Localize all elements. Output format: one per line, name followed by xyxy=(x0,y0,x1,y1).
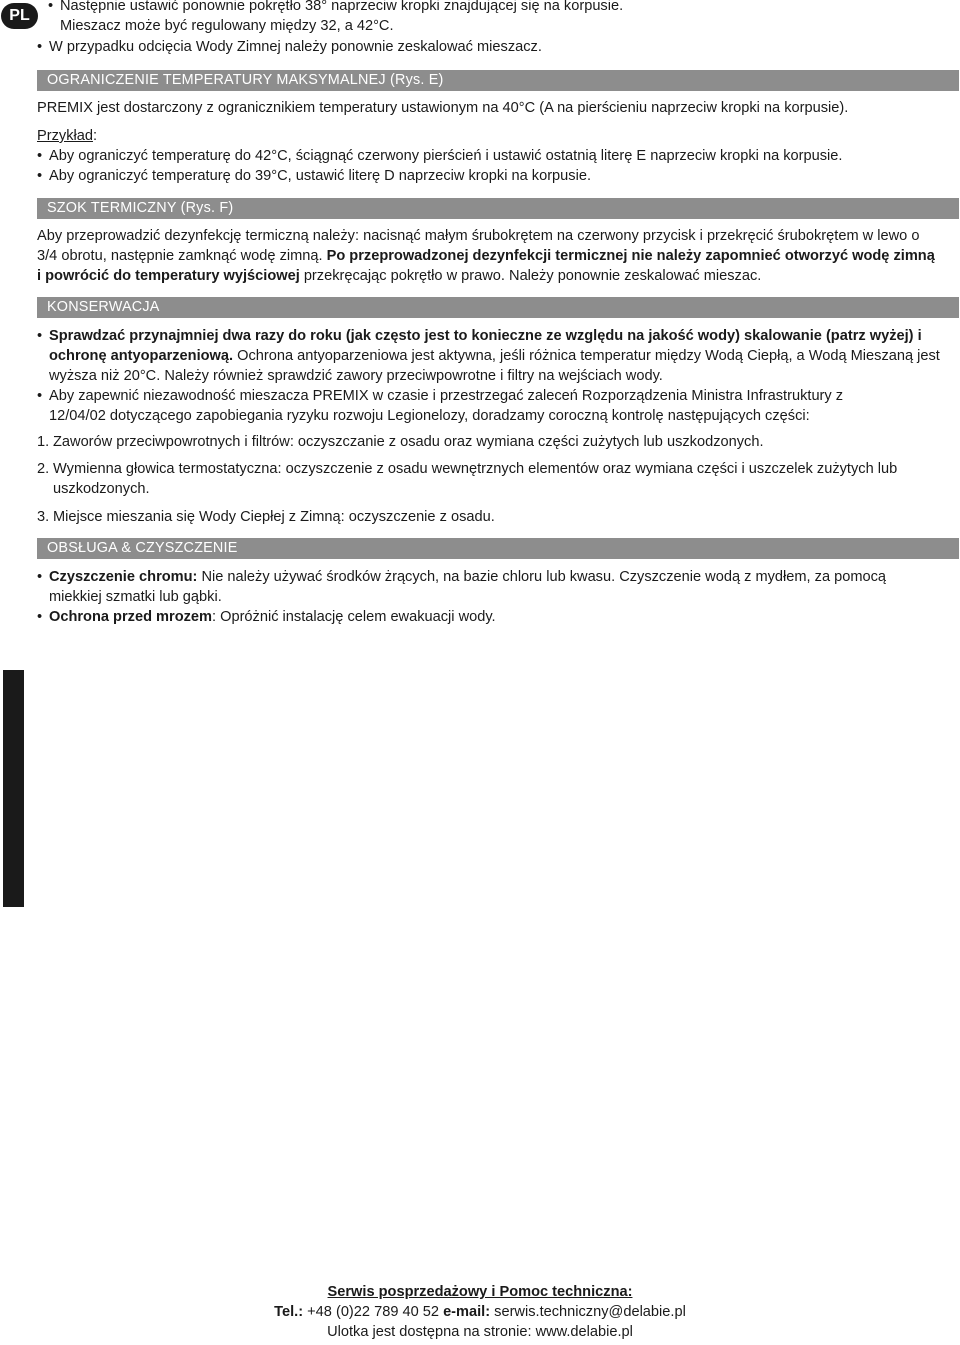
email-label: e-mail: xyxy=(443,1304,491,1320)
example-label: Przykład xyxy=(37,128,93,144)
section-header-maintenance: KONSERWACJA xyxy=(37,297,959,318)
maintenance-bullet-1-bold: Sprawdzać przynajmniej dwa razy do roku (jak często jest to konieczne ze względu na jakość wody) skalowanie (patrz wyżej) i ochronę antyoparzeniową. xyxy=(49,328,922,364)
example-bullet-1: • Aby ograniczyć temperaturę do 42°C, ściągnąć czerwony pierścień i ustawić ostatnią literę E naprzeciw kropki na korpusie. xyxy=(37,146,960,166)
leaflet-availability: Ulotka jest dostępna na stronie: www.delabie.pl xyxy=(327,1324,633,1340)
maintenance-bullet-1 xyxy=(37,326,949,386)
section-header-temperature-limit: OGRANICZENIE TEMPERATURY MAKSYMALNEJ (Rys. E) xyxy=(37,70,959,91)
care-bullet-chrome-label: Czyszczenie chromu: xyxy=(49,569,198,585)
email-value[interactable]: serwis.techniczny@delabie.pl xyxy=(490,1304,686,1320)
intro-bullet-1-line-2: Mieszacz może być regulowany między 32, a 42°C. xyxy=(60,18,394,34)
item-number: 2. xyxy=(37,461,50,477)
intro-bullet-1-line-1: Następnie ustawić ponownie pokrętło 38° naprzeciw kropki znajdującej się na korpusie. xyxy=(60,0,624,14)
item-text: Zaworów przeciwpowrotnych i filtrów: oczyszczanie z osadu oraz wymiana części zużytych lub uszkodzonych. xyxy=(53,434,764,450)
item-number: 1. xyxy=(37,434,50,450)
thermal-shock-warning: Po przeprowadzonej dezynfekcji termicznej nie należy zapomnieć otworzyć wodę zimną i powrócić do temperatury wyjściowej xyxy=(37,248,935,284)
temperature-limit-paragraph: PREMIX jest dostarczony z ogranicznikiem temperatury ustawionym na 40°C (A na pierścieniu naprzeciw kropki na korpusie). xyxy=(37,100,849,116)
tel-label: Tel.: xyxy=(274,1304,304,1320)
thermal-shock-text: Aby przeprowadzić dezynfekcję termiczną należy: nacisnąć małym śrubokrętem na czerwony przycisk i przekręcić śrubokrętem w lewo o 3/4 obrotu, następnie zamknąć wodę zimną. xyxy=(37,228,920,264)
maintenance-item-3 xyxy=(37,507,953,527)
maintenance-item-1 xyxy=(37,432,953,452)
thermal-shock-tail: przekręcając pokrętło w prawo. Należy ponownie zeskalować mieszac. xyxy=(299,268,762,284)
intro-bullet-1 xyxy=(48,0,928,36)
language-badge: PL xyxy=(1,3,38,29)
example-bullet-2: • Aby ograniczyć temperaturę do 39°C, ustawić literę D naprzeciw kropki na korpusie. xyxy=(37,166,960,186)
item-text: Miejsce mieszania się Wody Ciepłej z Zimną: oczyszczenie z osadu. xyxy=(53,509,495,525)
item-text: Wymienna głowica termostatyczna: oczyszczenie z osadu wewnętrznych elementów oraz wymiana części i uszczelek zużytych lub uszkodzonych. xyxy=(53,461,898,497)
care-bullet-frost-label: Ochrona przed mrozem xyxy=(49,609,212,625)
intro-block xyxy=(48,0,928,36)
tel-value: +48 (0)22 789 40 52 xyxy=(303,1304,444,1320)
care-bullet-frost-text: : Opróżnić instalację celem ewakuacji wody. xyxy=(212,609,496,625)
care-bullet-chrome xyxy=(37,567,929,607)
care-bullet-frost xyxy=(37,607,929,627)
example-label-line xyxy=(37,126,97,146)
section-header-thermal-shock: SZOK TERMICZNY (Rys. F) xyxy=(37,198,959,219)
care-bullet-chrome-text: Nie należy używać środków żrących, na bazie chloru lub kwasu. Czyszczenie wodą z mydłem, za pomocą miekkiej szmatki lub gąbki. xyxy=(49,569,887,605)
maintenance-item-2 xyxy=(37,459,960,499)
intro-bullet-2: • W przypadku odcięcia Wody Zimnej należy ponownie zeskalować mieszacz. xyxy=(37,37,937,57)
side-tab-marker xyxy=(3,670,24,907)
service-title: Serwis posprzedażowy i Pomoc techniczna: xyxy=(327,1284,633,1300)
section-header-care-cleaning: OBSŁUGA & CZYSZCZENIE xyxy=(37,538,959,559)
example-colon: : xyxy=(92,128,98,144)
intro-bullet-2-block xyxy=(37,37,937,57)
contact-line xyxy=(0,1302,960,1322)
item-number: 3. xyxy=(37,509,50,525)
footer-contact xyxy=(0,1282,960,1342)
maintenance-bullet-1-text: Ochrona antyoparzeniowa jest aktywna, jeśli różnica temperatur między Wodą Ciepłą, a Wodą Mieszaną jest wyższa niż 20°C. Należy również sprawdzić zawory przeciwpowrotne i filtry na wejściach wody. xyxy=(49,348,940,384)
thermal-shock-paragraph xyxy=(37,226,937,286)
maintenance-bullet-2: • Aby zapewnić niezawodność mieszacza PREMIX w czasie i przestrzegać zaleceń Rozporządzenia Ministra Infrastruktury z 12/04/02 dotyczącego zapobiegania ryzyku rozwoju Legionelozy, doradzamy coroczną kontrolę następujących części: xyxy=(37,386,889,426)
